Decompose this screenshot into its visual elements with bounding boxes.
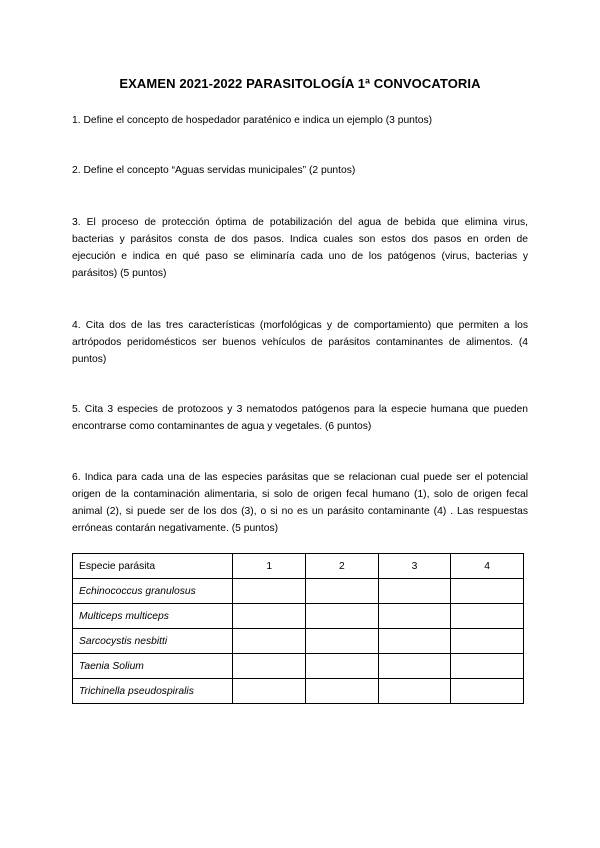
species-name: Trichinella pseudospiralis <box>73 679 233 704</box>
question-6: 6. Indica para cada una de las especies parásitas que se relacionan cual puede ser el potencial origen de la contaminación alimentaria, si solo de origen fecal humano (1), solo de origen fecal animal (2), si puede ser de los dos (3), o si no es un parásito contaminante (4) . Las respuestas erróneas contarán negativamente. (5 puntos) <box>72 472 528 534</box>
answer-cell[interactable] <box>378 679 451 704</box>
species-name: Sarcocystis nesbitti <box>73 629 233 654</box>
answer-cell[interactable] <box>378 654 451 679</box>
question-3: 3. El proceso de protección óptima de potabilización del agua de bebida que elimina virus, bacterias y parásitos consta de dos pasos. Indica cuales son estos dos pasos en orden de ejecución e indica en qué paso se eliminaría cada uno de los patógenos (virus, bacterias y parásitos) (5 puntos) <box>72 217 528 279</box>
answer-cell[interactable] <box>306 654 379 679</box>
answer-cell[interactable] <box>306 604 379 629</box>
answer-cell[interactable] <box>378 629 451 654</box>
answer-cell[interactable] <box>233 629 306 654</box>
answer-cell[interactable] <box>233 579 306 604</box>
table-row <box>73 654 524 679</box>
table-row <box>73 629 524 654</box>
header-species: Especie parásita <box>73 554 233 579</box>
answer-cell[interactable] <box>233 654 306 679</box>
answer-cell[interactable] <box>451 604 524 629</box>
answer-cell[interactable] <box>306 629 379 654</box>
answer-cell[interactable] <box>378 604 451 629</box>
table-header-row <box>73 554 524 579</box>
answer-cell[interactable] <box>233 604 306 629</box>
table-row <box>73 579 524 604</box>
answer-cell[interactable] <box>451 629 524 654</box>
species-name: Taenia Solium <box>73 654 233 679</box>
header-option-2: 2 <box>306 554 379 579</box>
header-option-4: 4 <box>451 554 524 579</box>
table-row <box>73 679 524 704</box>
answer-cell[interactable] <box>233 679 306 704</box>
answer-cell[interactable] <box>306 579 379 604</box>
answer-table <box>72 553 524 704</box>
question-2: 2. Define el concepto “Aguas servidas municipales” (2 puntos) <box>72 165 356 176</box>
answer-cell[interactable] <box>451 679 524 704</box>
answer-cell[interactable] <box>451 654 524 679</box>
species-name: Multiceps multiceps <box>73 604 233 629</box>
header-option-3: 3 <box>378 554 451 579</box>
question-5: 5. Cita 3 especies de protozoos y 3 nematodos patógenos para la especie humana que pueden encontrarse como contaminantes de agua y vegetales. (6 puntos) <box>72 404 528 432</box>
exam-title: EXAMEN 2021-2022 PARASITOLOGÍA 1ª CONVOCATORIA <box>119 76 481 91</box>
answer-cell[interactable] <box>378 579 451 604</box>
table-row <box>73 604 524 629</box>
answer-cell[interactable] <box>306 679 379 704</box>
question-4: 4. Cita dos de las tres características (morfológicas y de comportamiento) que permiten a los artrópodos peridomésticos ser buenos vehículos de parásitos contaminantes de alimentos. (4 puntos) <box>72 320 528 365</box>
question-1: 1. Define el concepto de hospedador paraténico e indica un ejemplo (3 puntos) <box>72 115 433 126</box>
answer-cell[interactable] <box>451 579 524 604</box>
header-option-1: 1 <box>233 554 306 579</box>
species-name: Echinococcus granulosus <box>73 579 233 604</box>
